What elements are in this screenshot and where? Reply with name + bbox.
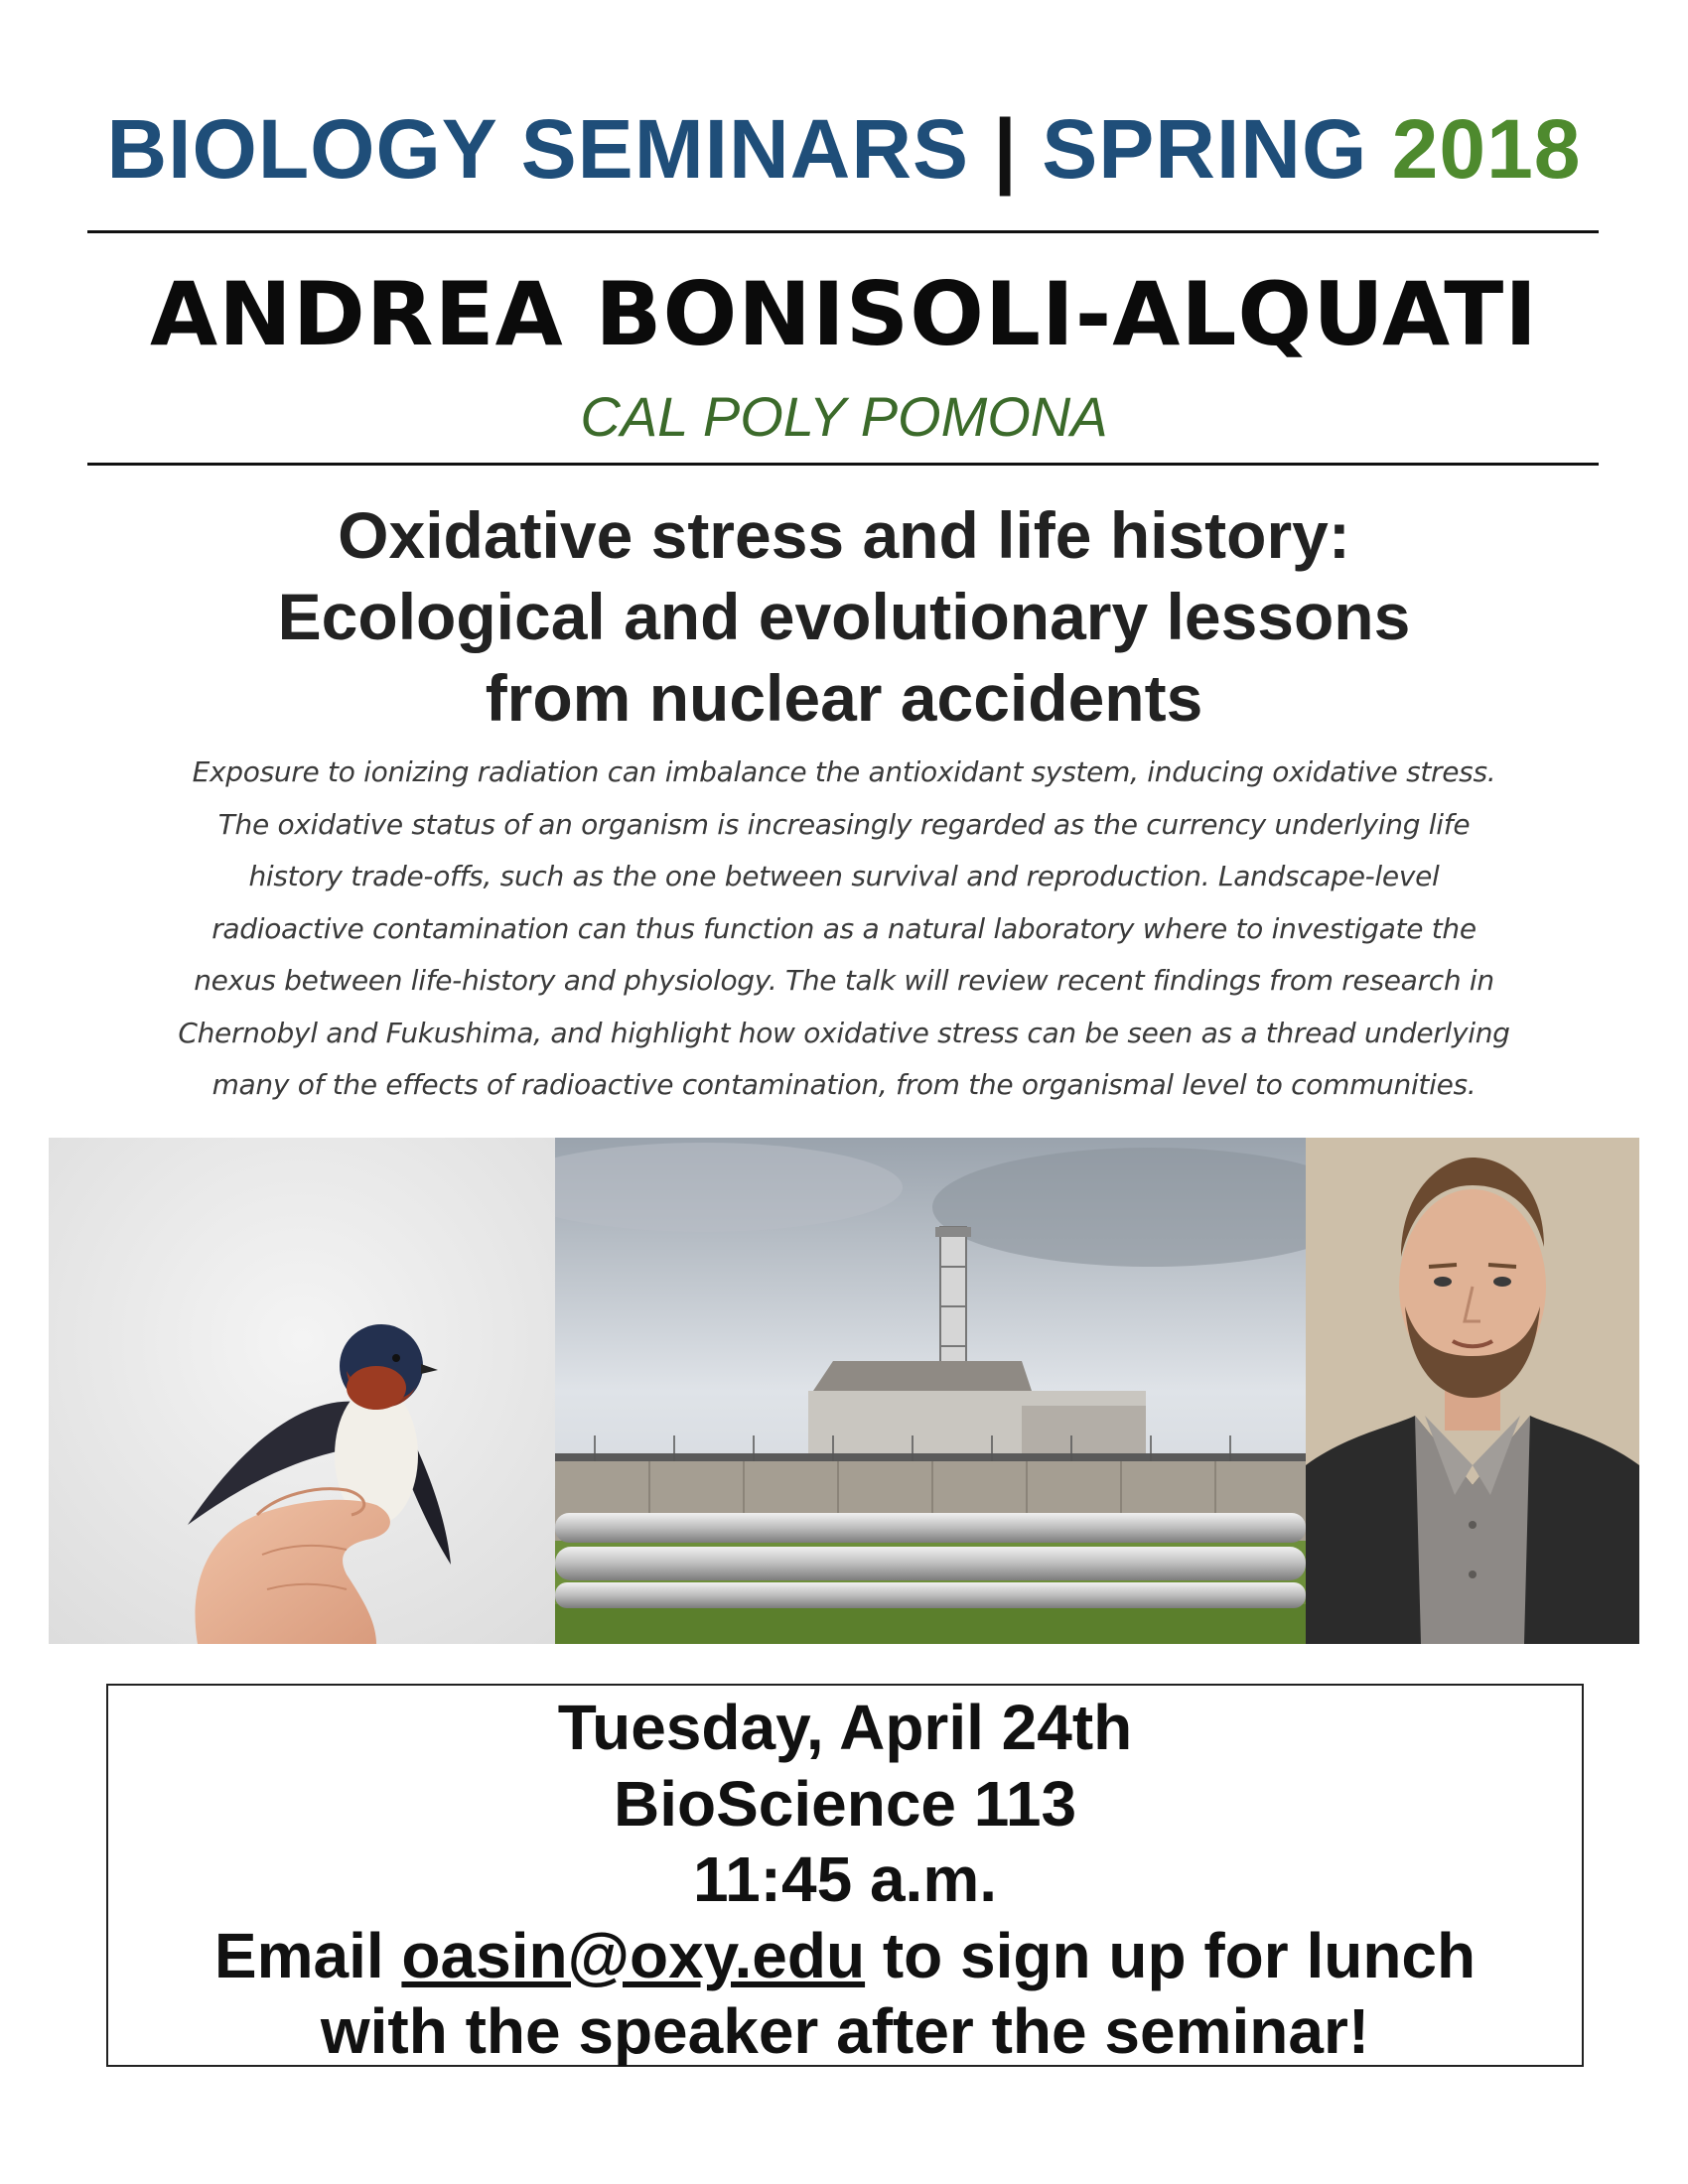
talk-title xyxy=(0,494,1688,739)
talk-abstract xyxy=(0,747,1688,1112)
swallow-photo xyxy=(49,1138,555,1644)
seminar-series-header xyxy=(0,99,1688,199)
speaker-name: ANDREA BONISOLI-ALQUATI xyxy=(150,263,1538,365)
event-date: Tuesday, April 24th xyxy=(557,1692,1133,1763)
speaker-portrait-photo xyxy=(1306,1138,1639,1644)
talk-title-line: Oxidative stress and life history: xyxy=(338,498,1350,572)
abstract-line: Chernobyl and Fukushima, and highlight how oxidative stress can be seen as a thread underlying xyxy=(178,1016,1510,1049)
lunch-signup-line-2: with the speaker after the seminar! xyxy=(320,1995,1370,2067)
abstract-line: Exposure to ionizing radiation can imbalance the antioxidant system, inducing oxidative stress. xyxy=(192,755,1496,788)
middle-divider xyxy=(87,463,1599,466)
header-separator: | xyxy=(969,102,1043,196)
top-divider xyxy=(87,230,1599,233)
event-time: 11:45 a.m. xyxy=(693,1843,997,1915)
email-link[interactable]: oasin@oxy.edu xyxy=(401,1919,866,1991)
speaker-affiliation: CAL POLY POMONA xyxy=(580,385,1108,448)
nuclear-plant-photo xyxy=(555,1138,1306,1644)
talk-title-line: Ecological and evolutionary lessons xyxy=(277,580,1411,653)
header-year: 2018 xyxy=(1391,102,1582,196)
abstract-line: many of the effects of radioactive contamination, from the organismal level to communities. xyxy=(211,1068,1477,1101)
lunch-prefix: Email xyxy=(213,1919,402,1991)
event-details-box xyxy=(106,1684,1584,2067)
abstract-line: history trade-offs, such as the one between survival and reproduction. Landscape-level xyxy=(248,860,1440,892)
event-location: BioScience 113 xyxy=(613,1767,1077,1840)
talk-title-line: from nuclear accidents xyxy=(485,661,1203,735)
header-season: SPRING xyxy=(1042,102,1392,196)
abstract-line: nexus between life-history and physiology. The talk will review recent findings from research in xyxy=(194,964,1494,997)
photo-strip xyxy=(49,1138,1639,1644)
abstract-line: The oxidative status of an organism is increasingly regarded as the currency underlying life xyxy=(217,807,1471,841)
header-series: BIOLOGY SEMINARS xyxy=(106,102,970,196)
lunch-suffix: to sign up for lunch xyxy=(865,1919,1477,1991)
lunch-signup-line xyxy=(108,1918,1582,1994)
abstract-line: radioactive contamination can thus function as a natural laboratory where to investigate the xyxy=(211,911,1477,945)
